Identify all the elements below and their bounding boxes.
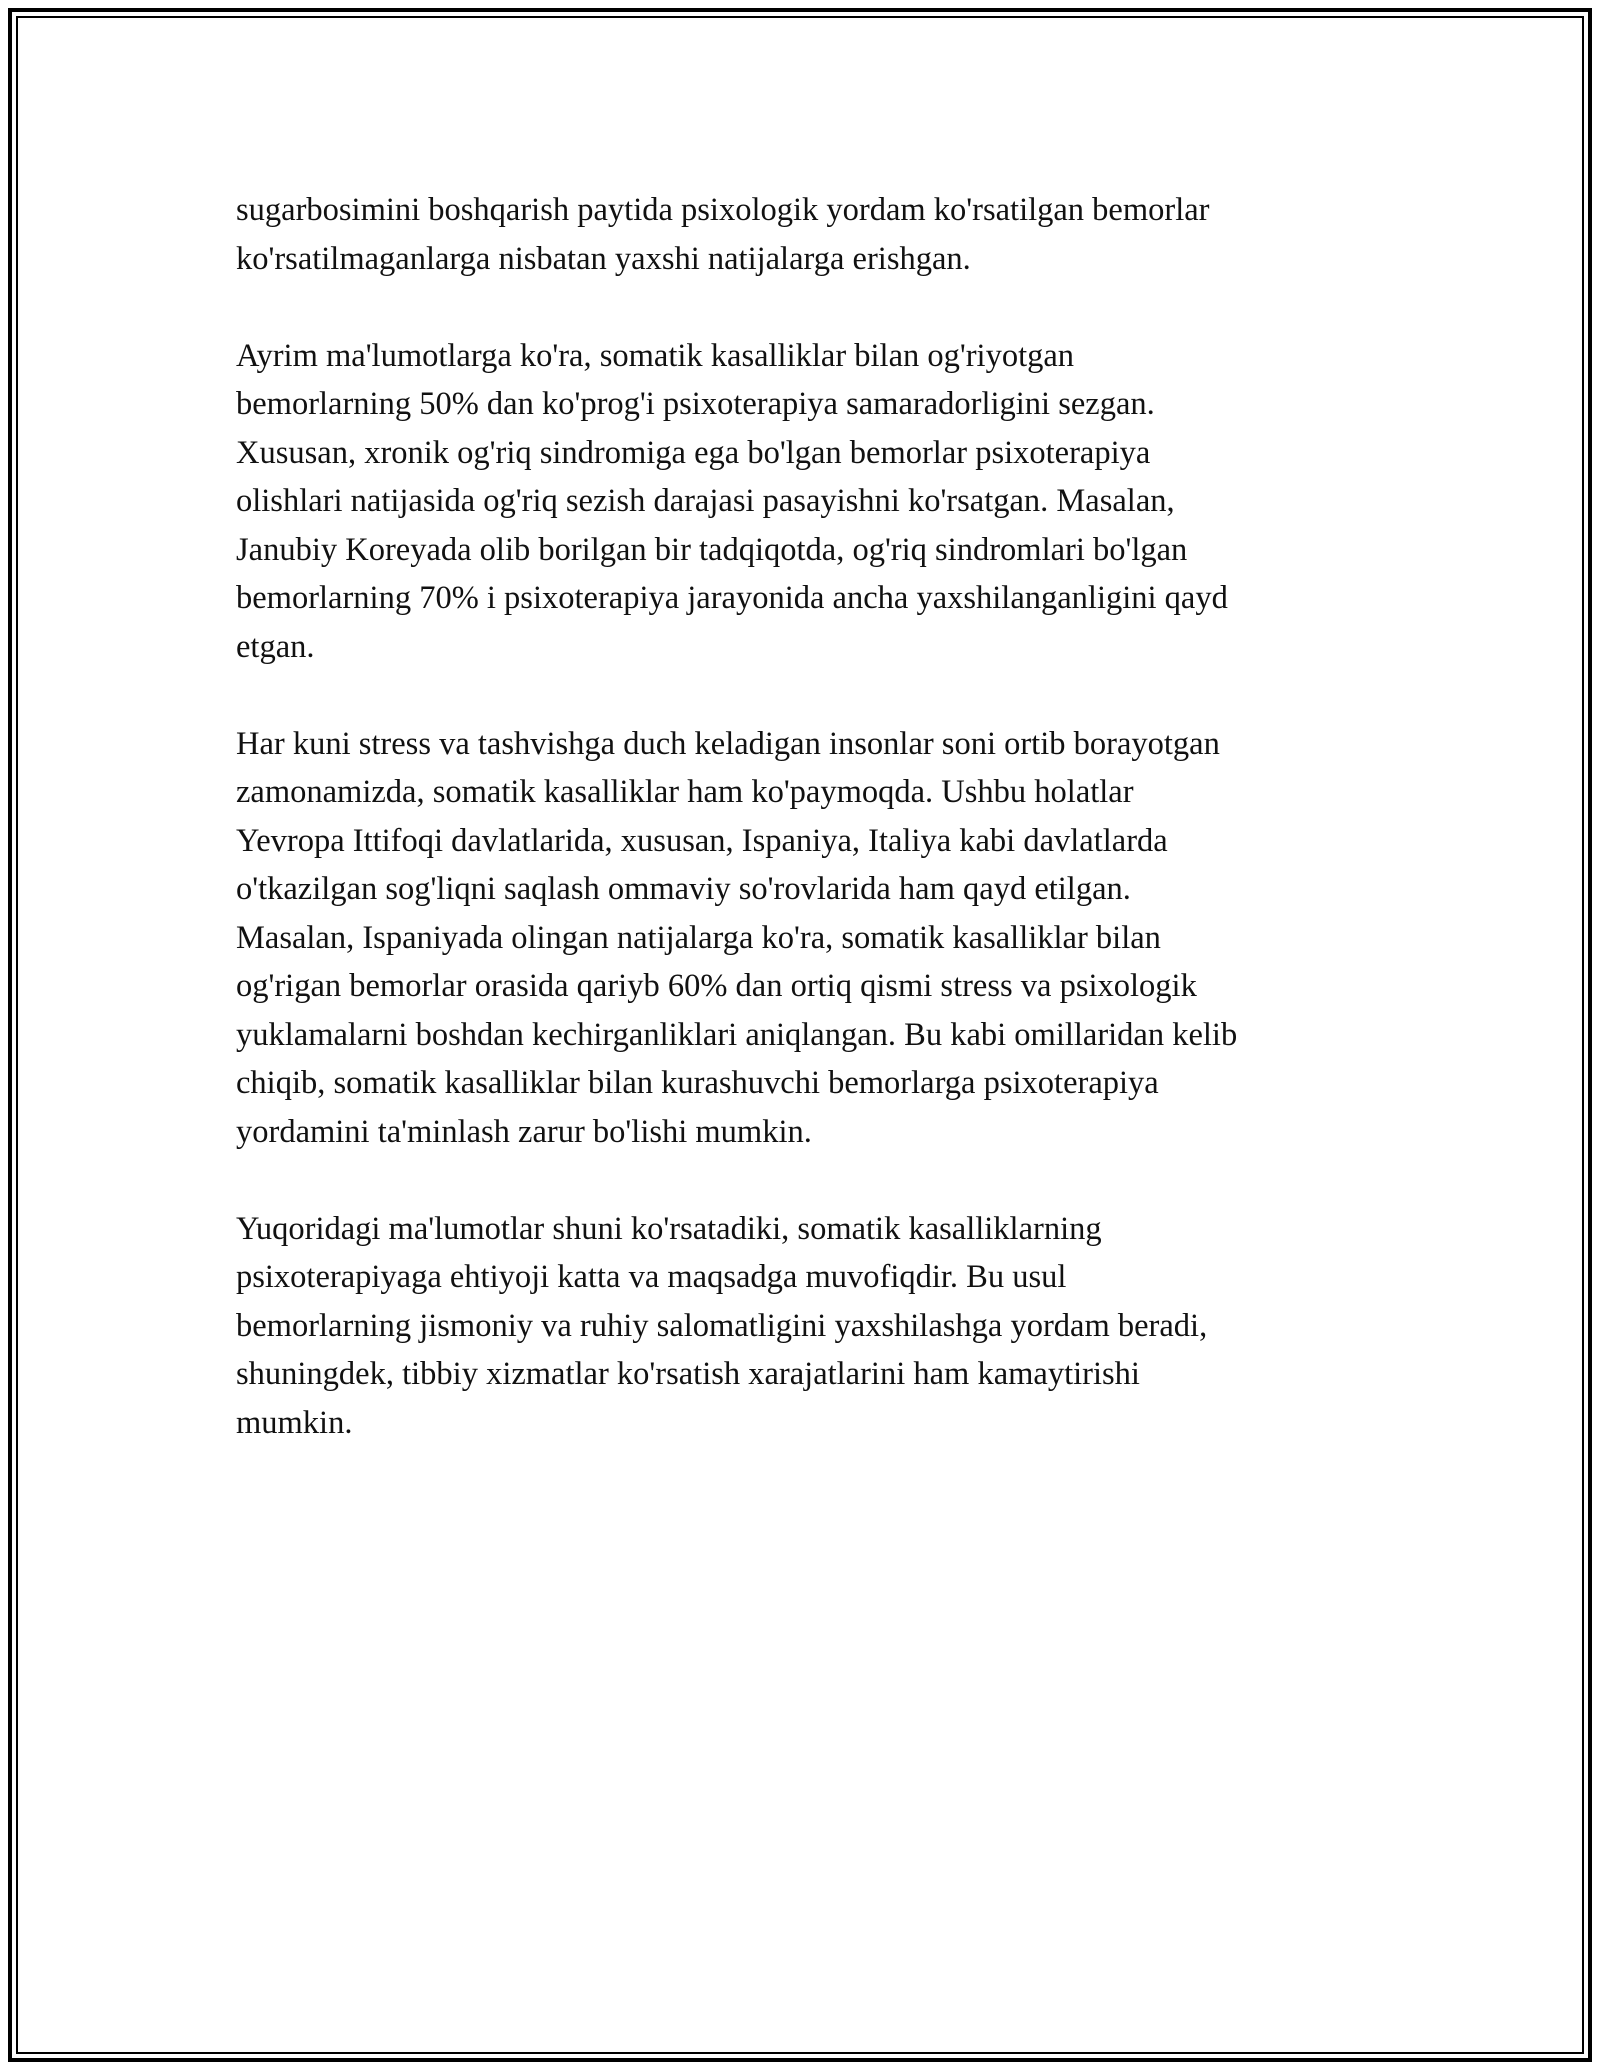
paragraph-1: sugarbosimini boshqarish paytida psixologik yordam ko'rsatilgan bemorlar ko'rsatilmaganlarga nisbatan yaxshi natijalarga erishgan. [236,192,1210,277]
paragraph-3: Har kuni stress va tashvishga duch keladigan insonlar soni ortib borayotgan zamonamizda, somatik kasalliklar ham ko'paymoqda. Ushbu holatlar Yevropa Ittifoqi davlatlarida, xususan, Ispaniya, Italiya kabi davlatlarda o'tkazilgan sog'liqni saqlash ommaviy so'rovlarida ham qayd etilgan. Masalan, Ispaniyada olingan natijalarga ko'ra, somatik kasalliklar bilan og'rigan bemorlar orasida qariyb 60% dan ortiq qismi stress va psixologik yuklamalarni boshdan kechirganliklari aniqlangan. Bu kabi omillaridan kelib chiqib, somatik kasalliklar bilan kurashuvchi bemorlarga psixoterapiya yordamini ta'minlash zarur bo'lishi mumkin. [236,725,1238,1150]
paragraph-4: Yuqoridagi ma'lumotlar shuni ko'rsatadiki, somatik kasalliklarning psixoterapiyaga ehtiyoji katta va maqsadga muvofiqdir. Bu usul bemorlarning jismoniy va ruhiy salomatligini yaxshilashga yordam beradi, shuningdek, tibbiy xizmatlar ko'rsatish xarajatlarini ham kamaytirishi mumkin. [236,1210,1208,1441]
document-body [236,186,1376,1496]
paragraph-2: Ayrim ma'lumotlarga ko'ra, somatik kasalliklar bilan og'riyotgan bemorlarning 50% dan ko'prog'i psixoterapiya samaradorligini sezgan. Xususan, xronik og'riq sindromiga ega bo'lgan bemorlar psixoterapiya olishlari natijasida og'riq sezish darajasi pasayishni ko'rsatgan. Masalan, Janubiy Koreyada olib borilgan bir tadqiqotda, og'riq sindromlari bo'lgan bemorlarning 70% i psixoterapiya jarayonida ancha yaxshilanganligini qayd etgan. [236,337,1228,665]
